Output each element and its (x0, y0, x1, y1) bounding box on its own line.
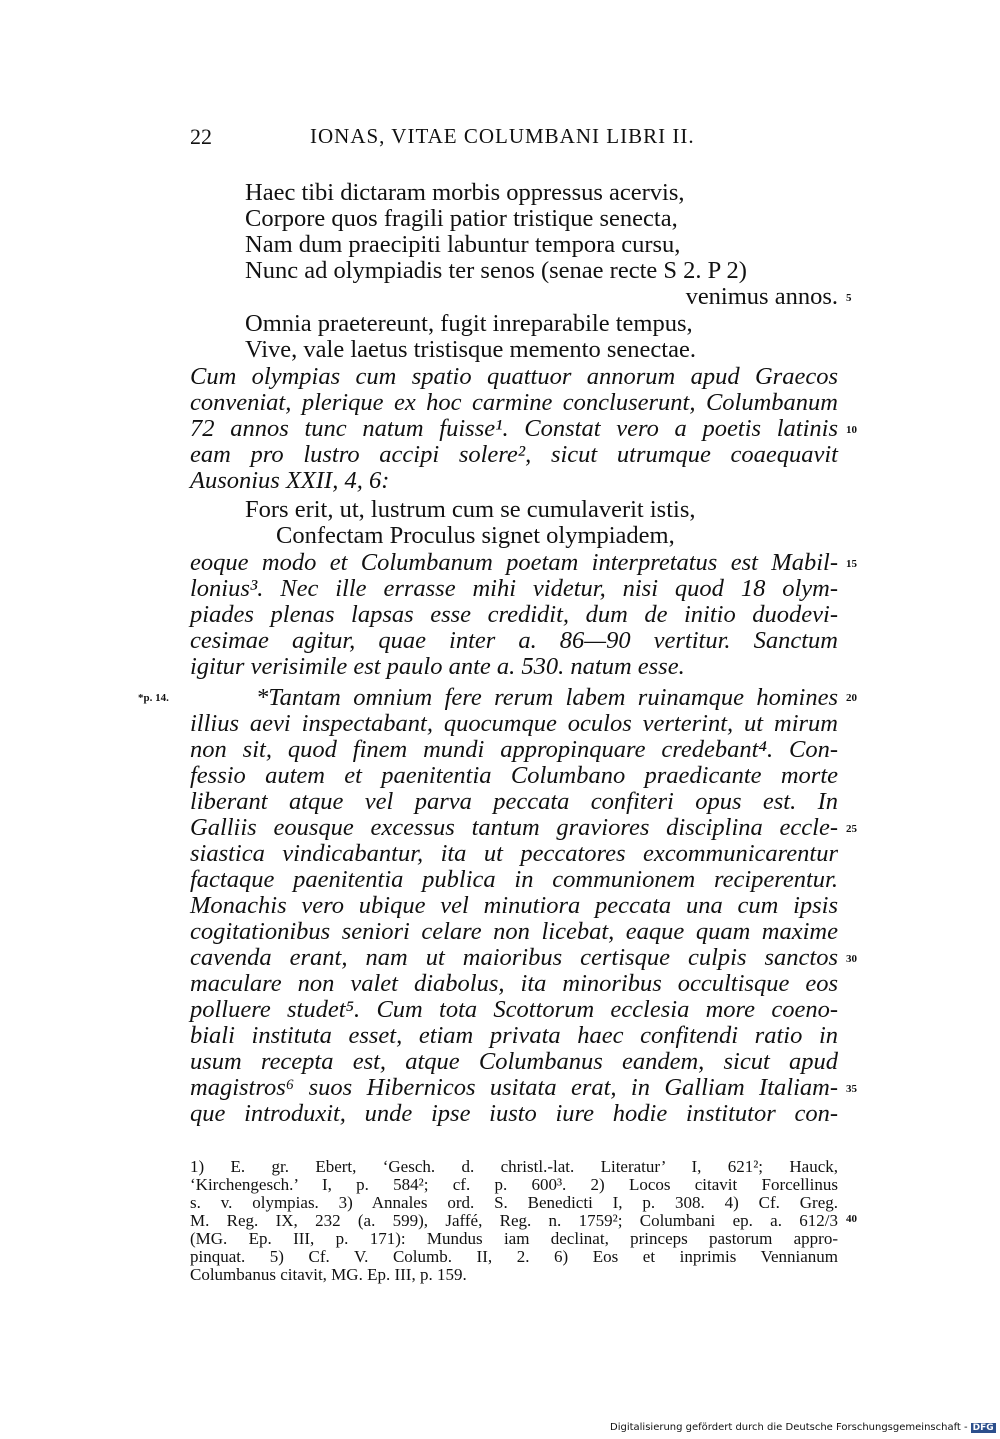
footnote-line: M. Reg. IX, 232 (a. 599), Jaffé, Reg. n. 1759²; Columbani ep. a. 612/3 (190, 1211, 838, 1230)
footnote-line: 1) E. gr. Ebert, ‘Gesch. d. christl.-lat. Literatur’ I, 621²; Hauck, (190, 1157, 838, 1176)
prose-line: que introduxit, unde ipse iusto iure hodie institutor con- (190, 1100, 838, 1127)
poem-line: Nam dum praecipiti labuntur tempora cursu, (245, 231, 681, 258)
line-number: 25 (846, 823, 857, 835)
poem-line-continuation: venimus annos. (685, 283, 838, 310)
prose-line: usum recepta est, atque Columbanus eandem, sicut apud (190, 1048, 838, 1075)
digitization-footer (610, 1422, 996, 1433)
prose-line: conveniat, plerique ex hoc carmine concluserunt, Columbanum (190, 389, 838, 416)
prose-line: cavenda erant, nam ut maioribus certisque culpis sanctos (190, 944, 838, 971)
line-number: 5 (846, 292, 852, 304)
poem-line: Haec tibi dictaram morbis oppressus acervis, (245, 179, 685, 206)
poem-line: Confectam Proculus signet olympiadem, (276, 522, 675, 549)
poem-line: Corpore quos fragili patior tristique senecta, (245, 205, 678, 232)
footnote-line: ‘Kirchengesch.’ I, p. 584²; cf. p. 600³. 2) Locos citavit Forcellinus (190, 1175, 838, 1194)
prose-line: cogitationibus seniori celare non licebat, eaque quam maxime (190, 918, 838, 945)
prose-line: piades plenas lapsas esse credidit, dum de initio duodevi- (190, 601, 838, 628)
prose-line: *Tantam omnium fere rerum labem ruinamque homines (256, 684, 838, 711)
margin-page-reference: *p. 14. (138, 692, 169, 704)
prose-line: Monachis vero ubique vel minutiora peccata una cum ipsis (190, 892, 838, 919)
poem-line: Fors erit, ut, lustrum cum se cumulaverit istis, (245, 496, 696, 523)
prose-line: magistros⁶ suos Hibernicos usitata erat, in Galliam Italiam- (190, 1074, 838, 1101)
prose-line: siastica vindicabantur, ita ut peccatores excommunicarentur (190, 840, 838, 867)
prose-line: biali instituta esset, etiam privata haec confitendi ratio in (190, 1022, 838, 1049)
prose-line: 72 annos tunc natum fuisse¹. Constat vero a poetis latinis (190, 415, 838, 442)
poem-line: Vive, vale laetus tristisque memento senectae. (245, 336, 696, 363)
prose-line: non sit, quod finem mundi appropinquare credebant⁴. Con- (190, 736, 838, 763)
prose-line: illius aevi inspectabant, quocumque oculos verterint, ut mirum (190, 710, 838, 737)
line-number: 20 (846, 692, 857, 704)
poem-line: Nunc ad olympiadis ter senos (senae recte S 2. P 2) (245, 257, 747, 284)
page-header (190, 124, 838, 158)
line-number: 10 (846, 424, 857, 436)
prose-line: cesimae agitur, quae inter a. 86—90 vertitur. Sanctum (190, 627, 838, 654)
line-number: 30 (846, 953, 857, 965)
footnote-line: (MG. Ep. III, p. 171): Mundus iam declinat, princeps pastorum appro- (190, 1229, 838, 1248)
prose-line: Cum olympias cum spatio quattuor annorum apud Graecos (190, 363, 838, 390)
prose-line: Galliis eousque excessus tantum graviores disciplina eccle- (190, 814, 838, 841)
prose-line: eoque modo et Columbanum poetam interpretatus est Mabil- (190, 549, 838, 576)
dfg-logo: DFG (972, 1423, 994, 1433)
prose-line: igitur verisimile est paulo ante a. 530. natum esse. (190, 653, 685, 680)
footnote-line: pinquat. 5) Cf. V. Columb. II, 2. 6) Eos et inprimis Vennianum (190, 1247, 838, 1266)
prose-line: liberant atque vel parva peccata confiteri opus est. In (190, 788, 838, 815)
footnote-line: Columbanus citavit, MG. Ep. III, p. 159. (190, 1265, 467, 1284)
prose-line: lonius³. Nec ille errasse mihi videtur, nisi quod 18 olym- (190, 575, 838, 602)
footer-text: Digitalisierung gefördert durch die Deutsche Forschungsgemeinschaft - (610, 1422, 968, 1433)
prose-line: eam pro lustro accipi solere², sicut utrumque coaequavit (190, 441, 838, 468)
prose-line: fessio autem et paenitentia Columbano praedicante morte (190, 762, 838, 789)
poem-line: Omnia praetereunt, fugit inreparabile tempus, (245, 310, 693, 337)
prose-line: Ausonius XXII, 4, 6: (190, 467, 390, 494)
line-number: 35 (846, 1083, 857, 1095)
prose-line: factaque paenitentia publica in communionem reciperentur. (190, 866, 838, 893)
page-number: 22 (190, 124, 212, 149)
running-title: IONAS, VITAE COLUMBANI LIBRI II. (310, 124, 695, 148)
line-number: 40 (846, 1213, 857, 1225)
prose-line: maculare non valet diabolus, ita minoribus occultisque eos (190, 970, 838, 997)
line-number: 15 (846, 558, 857, 570)
footnote-line: s. v. olympias. 3) Annales ord. S. Benedicti I, p. 308. 4) Cf. Greg. (190, 1193, 838, 1212)
prose-line: polluere studet⁵. Cum tota Scottorum ecclesia more coeno- (190, 996, 838, 1023)
